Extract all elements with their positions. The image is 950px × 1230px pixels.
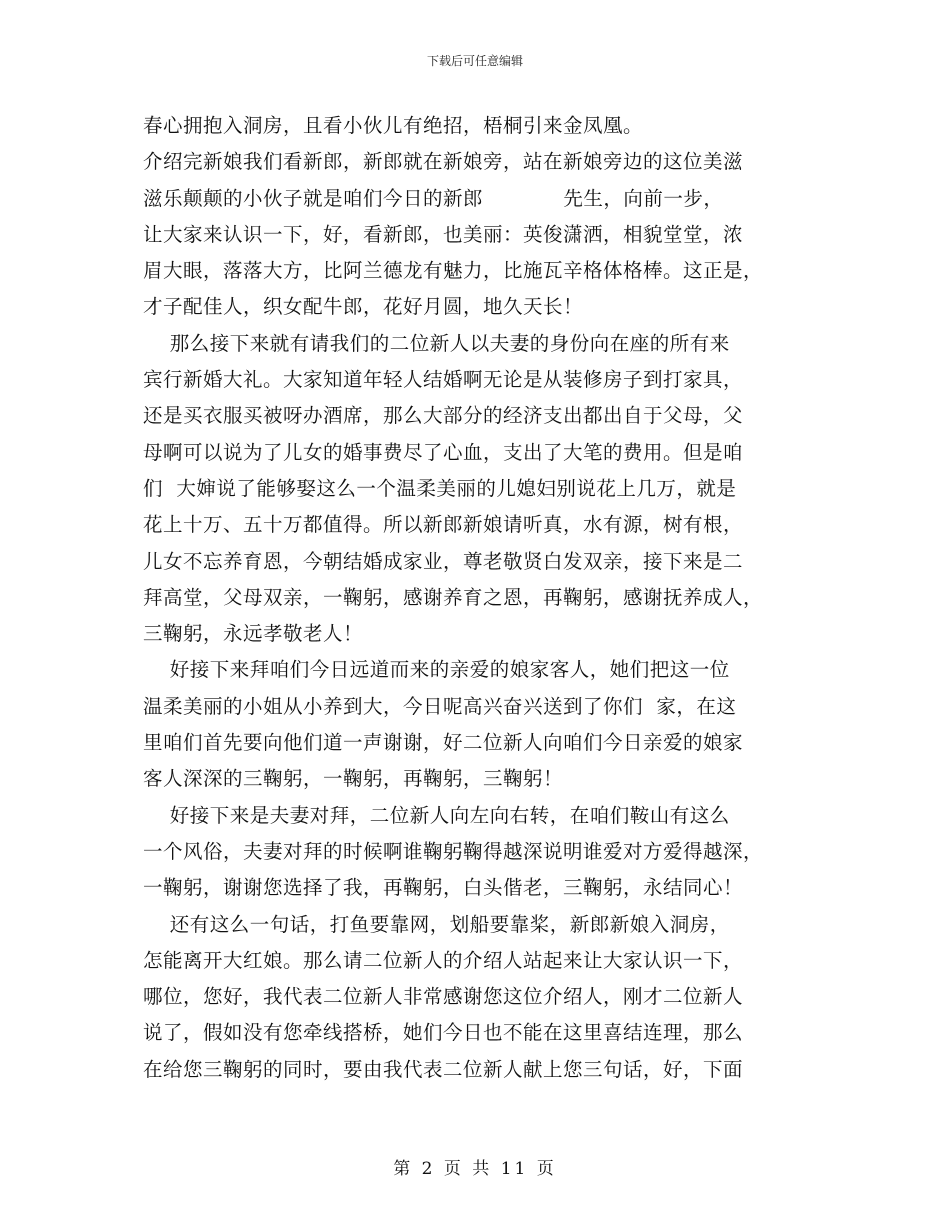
text-line: 好接下来是夫妻对拜，二位新人向左向右转，在咱们鞍山有这么 — [143, 803, 730, 827]
text-line: 客人深深的三鞠躬，一鞠躬，再鞠躬，三鞠躬！ — [143, 767, 564, 791]
text-line: 还是买衣服买被呀办酒席，那么大部分的经济支出都出自于父母，父 — [143, 404, 744, 428]
text-line: 说了，假如没有您牵线搭桥，她们今日也不能在这里喜结连理，那么 — [143, 1021, 744, 1045]
text-line: 儿女不忘养育恩，今朝结婚成家业，尊老敬贤白发双亲，接下来是二 — [143, 549, 744, 573]
text-line: 拜高堂，父母双亲，一鞠躬，感谢养育之恩，再鞠躬，感谢抚养成人， — [143, 585, 764, 609]
text-line: 宾行新婚大礼。大家知道年轻人结婚啊无论是从装修房子到打家具， — [143, 368, 744, 392]
text-line: 春心拥抱入洞房，且看小伙儿有绝招，梧桐引来金凤凰。 — [143, 114, 644, 137]
text-line: 一鞠躬，谢谢您选择了我，再鞠躬，白头偕老，三鞠躬，永结同心！ — [143, 876, 744, 900]
document-body — [143, 108, 811, 1088]
text-line: 才子配佳人，织女配牛郎，花好月圆，地久天长！ — [143, 295, 584, 319]
text-line: 温柔美丽的小姐从小养到大，今日呢高兴奋兴送到了你们 家，在这 — [143, 694, 737, 718]
text-line: 花上十万、五十万都值得。所以新郎新娘请听真，水有源，树有根， — [143, 513, 744, 537]
text-line: 眉大眼，落落大方，比阿兰德龙有魅力，比施瓦辛格体格棒。这正是， — [143, 259, 764, 283]
page-number-footer: 第 2 页 共 11 页 — [393, 1159, 557, 1179]
text-line: 怎能离开大红娘。那么请二位新人的介绍人站起来让大家认识一下， — [143, 948, 744, 972]
text-line: 里咱们首先要向他们道一声谢谢，好二位新人向咱们今日亲爱的娘家 — [143, 731, 744, 755]
text-line: 们 大婶说了能够娶这么一个温柔美丽的儿媳妇别说花上几万，就是 — [143, 476, 737, 500]
page-header: 下载后可任意编辑 — [426, 54, 523, 68]
text-line: 一个风俗，夫妻对拜的时候啊谁鞠躬鞠得越深说明谁爱对方爱得越深， — [143, 839, 764, 863]
text-line: 让大家来认识一下，好，看新郎，也美丽：英俊潇洒，相貌堂堂，浓 — [143, 222, 744, 246]
text-line: 三鞠躬，永远孝敬老人！ — [143, 622, 364, 646]
text-line: 还有这么一句话，打鱼要靠网，划船要靠桨，新郎新娘入洞房， — [143, 912, 730, 936]
text-line: 介绍完新娘我们看新郎，新郎就在新娘旁，站在新娘旁边的这位美滋 — [143, 150, 744, 174]
text-line: 滋乐颠颠的小伙子就是咱们今日的新郎 先生，向前一步， — [143, 186, 724, 210]
text-line: 那么接下来就有请我们的二位新人以夫妻的身份向在座的所有来 — [143, 331, 730, 355]
text-line: 哪位，您好，我代表二位新人非常感谢您这位介绍人，刚才二位新人 — [143, 985, 744, 1009]
text-line: 在给您三鞠躬的同时，要由我代表二位新人献上您三句话，好，下面 — [143, 1057, 744, 1081]
text-line: 好接下来拜咱们今日远道而来的亲爱的娘家客人，她们把这一位 — [143, 658, 730, 682]
text-line: 母啊可以说为了儿女的婚事费尽了心血，支出了大笔的费用。但是咱 — [143, 440, 744, 464]
